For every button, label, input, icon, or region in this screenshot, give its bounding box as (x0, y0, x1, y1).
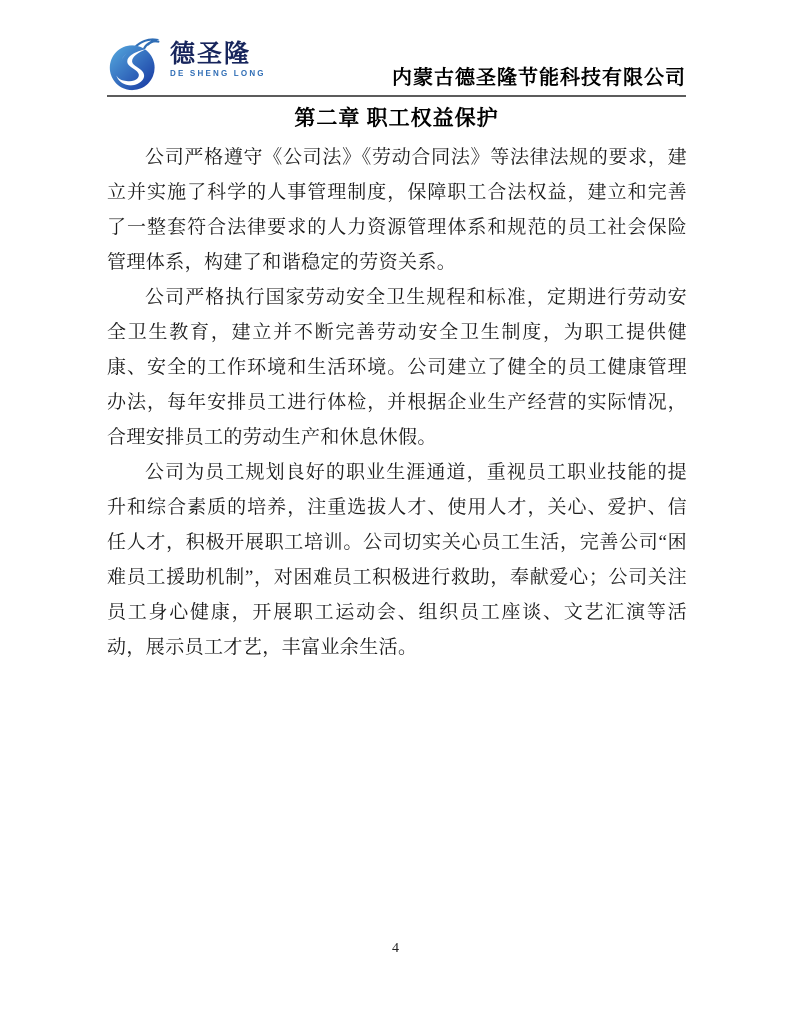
logo-english-name: DE SHENG LONG (170, 69, 266, 78)
company-name: 内蒙古德圣隆节能科技有限公司 (392, 67, 686, 89)
document-body (107, 140, 687, 665)
chapter-title: 第二章 职工权益保护 (294, 106, 499, 130)
paragraph-2: 公司严格执行国家劳动安全卫生规程和标准，定期进行劳动安全卫生教育，建立并不断完善劳动安全卫生制度，为职工提供健康、安全的工作环境和生活环境。公司建立了健全的员工健康管理办法，每年安排员工进行体检，并根据企业生产经营的实际情况，合理安排员工的劳动生产和休息休假。 (107, 287, 687, 448)
logo-text (170, 42, 266, 86)
paragraph-1: 公司严格遵守《公司法》《劳动合同法》等法律法规的要求，建立并实施了科学的人事管理制度，保障职工合法权益，建立和完善了一整套符合法律要求的人力资源管理体系和规范的员工社会保险管理体系，构建了和谐稳定的劳资关系。 (107, 147, 687, 273)
dragon-logo-icon (107, 36, 163, 92)
company-logo (107, 36, 266, 92)
logo-chinese-name: 德圣隆 (170, 40, 252, 68)
page-header (107, 36, 686, 97)
paragraph-3: 公司为员工规划良好的职业生涯通道，重视员工职业技能的提升和综合素质的培养，注重选拔人才、使用人才，关心、爱护、信任人才，积极开展职工培训。公司切实关心员工生活，完善公司“困难员工援助机制”，对困难员工积极进行救助，奉献爱心；公司关注员工身心健康，开展职工运动会、组织员工座谈、文艺汇演等活动，展示员工才艺，丰富业余生活。 (107, 462, 687, 658)
page-number: 4 (392, 941, 399, 956)
